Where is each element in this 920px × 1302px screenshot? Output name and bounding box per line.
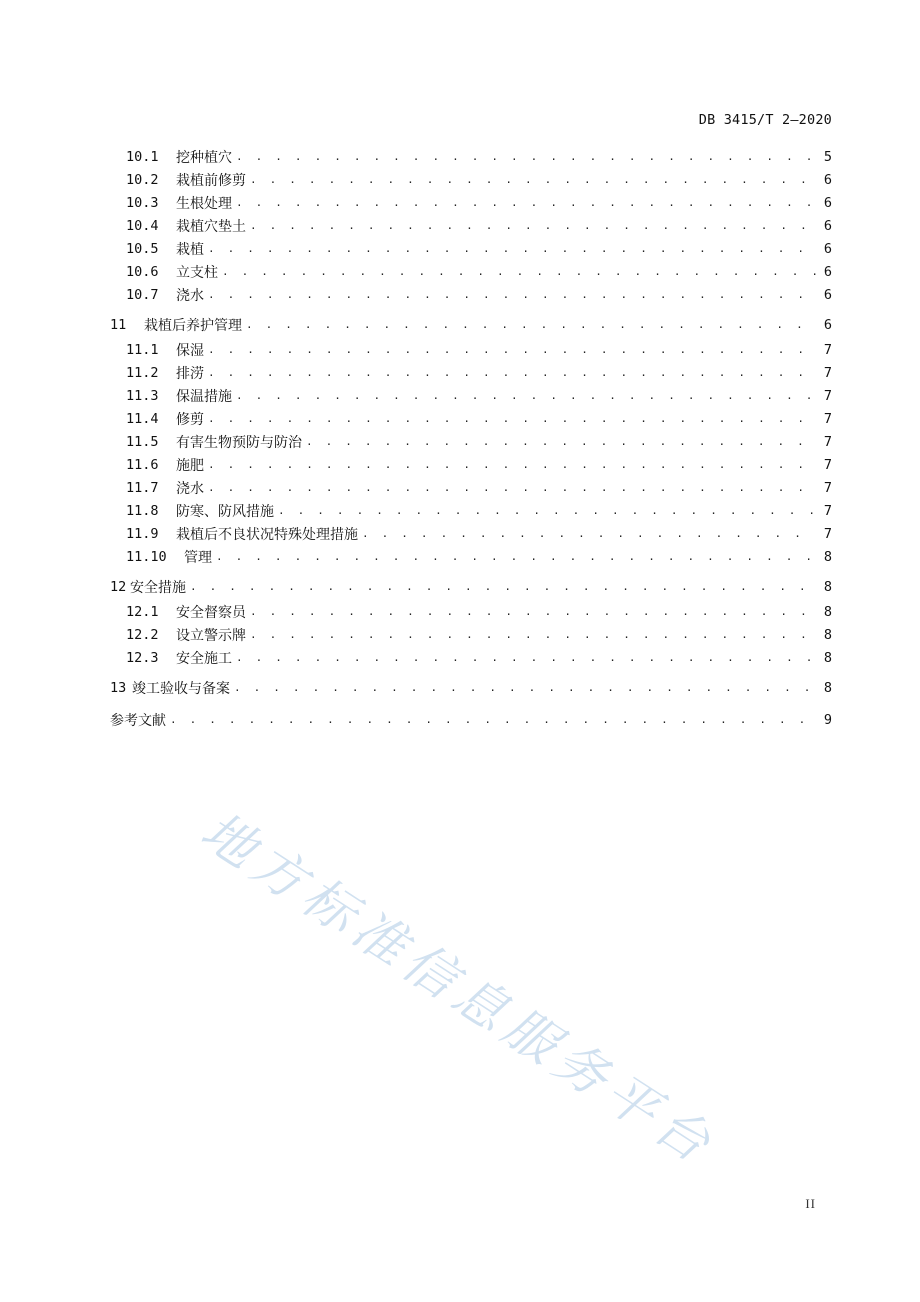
toc-page-number: 7: [823, 526, 832, 542]
dot-leader: [236, 192, 816, 214]
toc-title: 设立警示牌: [176, 628, 246, 644]
toc-title: 防寒、防风措施: [176, 504, 274, 520]
toc-entry-10-1[interactable]: [126, 146, 832, 168]
toc-entry-11-8[interactable]: [126, 500, 832, 522]
toc-page-number: 8: [823, 627, 832, 643]
toc-entry-11-3[interactable]: [126, 385, 832, 407]
toc-number: 11.5: [126, 434, 159, 450]
dot-leader: [170, 709, 816, 731]
toc-title: 安全措施: [130, 580, 186, 596]
dot-leader: [208, 362, 816, 384]
toc-title: 立支柱: [176, 265, 218, 281]
toc-title: 浇水: [176, 481, 204, 497]
toc-entry-12-1[interactable]: [126, 601, 832, 623]
toc-title: 保湿: [176, 343, 204, 359]
toc-page-number: 8: [823, 579, 832, 595]
dot-leader: [278, 500, 816, 522]
toc-page-number: 7: [823, 411, 832, 427]
toc-entry-11[interactable]: [110, 314, 832, 336]
toc-entry-10-6[interactable]: [126, 261, 832, 283]
toc-page-number: 6: [823, 241, 832, 257]
toc-number: 10.5: [126, 241, 159, 257]
toc-entry-10-4[interactable]: [126, 215, 832, 237]
dot-leader: [250, 624, 816, 646]
toc-entry-11-7[interactable]: [126, 477, 832, 499]
dot-leader: [362, 523, 816, 545]
toc-page-number: 7: [823, 342, 832, 358]
toc-title: 浇水: [176, 288, 204, 304]
toc-page-number: 6: [823, 264, 832, 280]
toc-number: 11.4: [126, 411, 159, 427]
toc-title: 参考文献: [110, 713, 166, 729]
toc-number: 11.2: [126, 365, 159, 381]
dot-leader: [250, 601, 816, 623]
toc-number: 11.1: [126, 342, 159, 358]
dot-leader: [208, 284, 816, 306]
toc-page-number: 9: [823, 712, 832, 728]
dot-leader: [236, 647, 816, 669]
toc-title: 修剪: [176, 412, 204, 428]
dot-leader: [234, 677, 816, 699]
toc-title: 安全施工: [176, 651, 232, 667]
toc-title: 施肥: [176, 458, 204, 474]
toc-title: 挖种植穴: [176, 150, 232, 166]
dot-leader: [222, 261, 816, 283]
toc-title: 栽植前修剪: [176, 173, 246, 189]
toc-number: 11.6: [126, 457, 159, 473]
toc-number: 10.1: [126, 149, 159, 165]
dot-leader: [250, 215, 816, 237]
toc-entry-12-2[interactable]: [126, 624, 832, 646]
toc-entry-10-2[interactable]: [126, 169, 832, 191]
dot-leader: [250, 169, 816, 191]
toc-title: 栽植穴垫土: [176, 219, 246, 235]
toc-number: 11: [110, 317, 127, 333]
toc-entry-11-5[interactable]: [126, 431, 832, 453]
toc-number: 10.6: [126, 264, 159, 280]
toc-page-number: 6: [823, 317, 832, 333]
toc-number: 11.10: [126, 549, 167, 565]
dot-leader: [190, 576, 816, 598]
toc-page-number: 6: [823, 287, 832, 303]
toc-entry-11-2[interactable]: [126, 362, 832, 384]
toc-page-number: 6: [823, 172, 832, 188]
toc-entry-10-3[interactable]: [126, 192, 832, 214]
toc-number: 10.4: [126, 218, 159, 234]
toc-title: 生根处理: [176, 196, 232, 212]
page-number: II: [805, 1196, 816, 1211]
toc-number: 11.8: [126, 503, 159, 519]
dot-leader: [208, 454, 816, 476]
toc-number: 12: [110, 579, 127, 595]
toc-title: 安全督察员: [176, 605, 246, 621]
toc-page-number: 7: [823, 480, 832, 496]
toc-page-number: 8: [823, 650, 832, 666]
dot-leader: [208, 477, 816, 499]
toc-title: 保温措施: [176, 389, 232, 405]
toc-title: 管理: [184, 550, 212, 566]
toc-number: 11.3: [126, 388, 159, 404]
toc-number: 13: [110, 680, 127, 696]
toc-entry-10-5[interactable]: [126, 238, 832, 260]
toc-entry-11-6[interactable]: [126, 454, 832, 476]
toc-number: 10.7: [126, 287, 159, 303]
toc-title: 栽植: [176, 242, 204, 258]
document-code: DB 3415/T 2—2020: [698, 112, 832, 128]
toc-page-number: 7: [823, 434, 832, 450]
dot-leader: [208, 238, 816, 260]
toc-page-number: 7: [823, 457, 832, 473]
toc-page-number: 5: [823, 149, 832, 165]
toc-entry-11-9[interactable]: [126, 523, 832, 545]
toc-title: 栽植后不良状况特殊处理措施: [176, 527, 358, 543]
toc-title: 排涝: [176, 366, 204, 382]
toc-page-number: 7: [823, 388, 832, 404]
toc-entry-11-10[interactable]: [126, 546, 832, 568]
toc-page-number: 8: [823, 549, 832, 565]
toc-number: 10.2: [126, 172, 159, 188]
toc-entry-12[interactable]: [110, 576, 832, 598]
toc-number: 12.3: [126, 650, 159, 666]
toc-entry-references[interactable]: [110, 709, 832, 731]
dot-leader: [208, 339, 816, 361]
toc-page-number: 8: [823, 604, 832, 620]
dot-leader: [236, 146, 816, 168]
toc-entry-10-7[interactable]: [126, 284, 832, 306]
toc-page-number: 8: [823, 680, 832, 696]
toc-number: 10.3: [126, 195, 159, 211]
watermark: 地方标准信息服务平台: [190, 800, 727, 1179]
toc-entry-11-1[interactable]: [126, 339, 832, 361]
dot-leader: [236, 385, 816, 407]
toc-entry-11-4[interactable]: [126, 408, 832, 430]
dot-leader: [306, 431, 816, 453]
dot-leader: [216, 546, 816, 568]
toc-title: 竣工验收与备案: [132, 681, 230, 697]
toc-page-number: 6: [823, 195, 832, 211]
toc-number: 11.9: [126, 526, 159, 542]
toc-number: 12.2: [126, 627, 159, 643]
toc-number: 11.7: [126, 480, 159, 496]
toc-title: 栽植后养护管理: [144, 318, 242, 334]
toc-page-number: 7: [823, 365, 832, 381]
toc-title: 有害生物预防与防治: [176, 435, 302, 451]
toc-number: 12.1: [126, 604, 159, 620]
toc-entry-13[interactable]: [110, 677, 832, 699]
dot-leader: [246, 314, 816, 336]
toc-page-number: 7: [823, 503, 832, 519]
toc-entry-12-3[interactable]: [126, 647, 832, 669]
toc-page-number: 6: [823, 218, 832, 234]
dot-leader: [208, 408, 816, 430]
